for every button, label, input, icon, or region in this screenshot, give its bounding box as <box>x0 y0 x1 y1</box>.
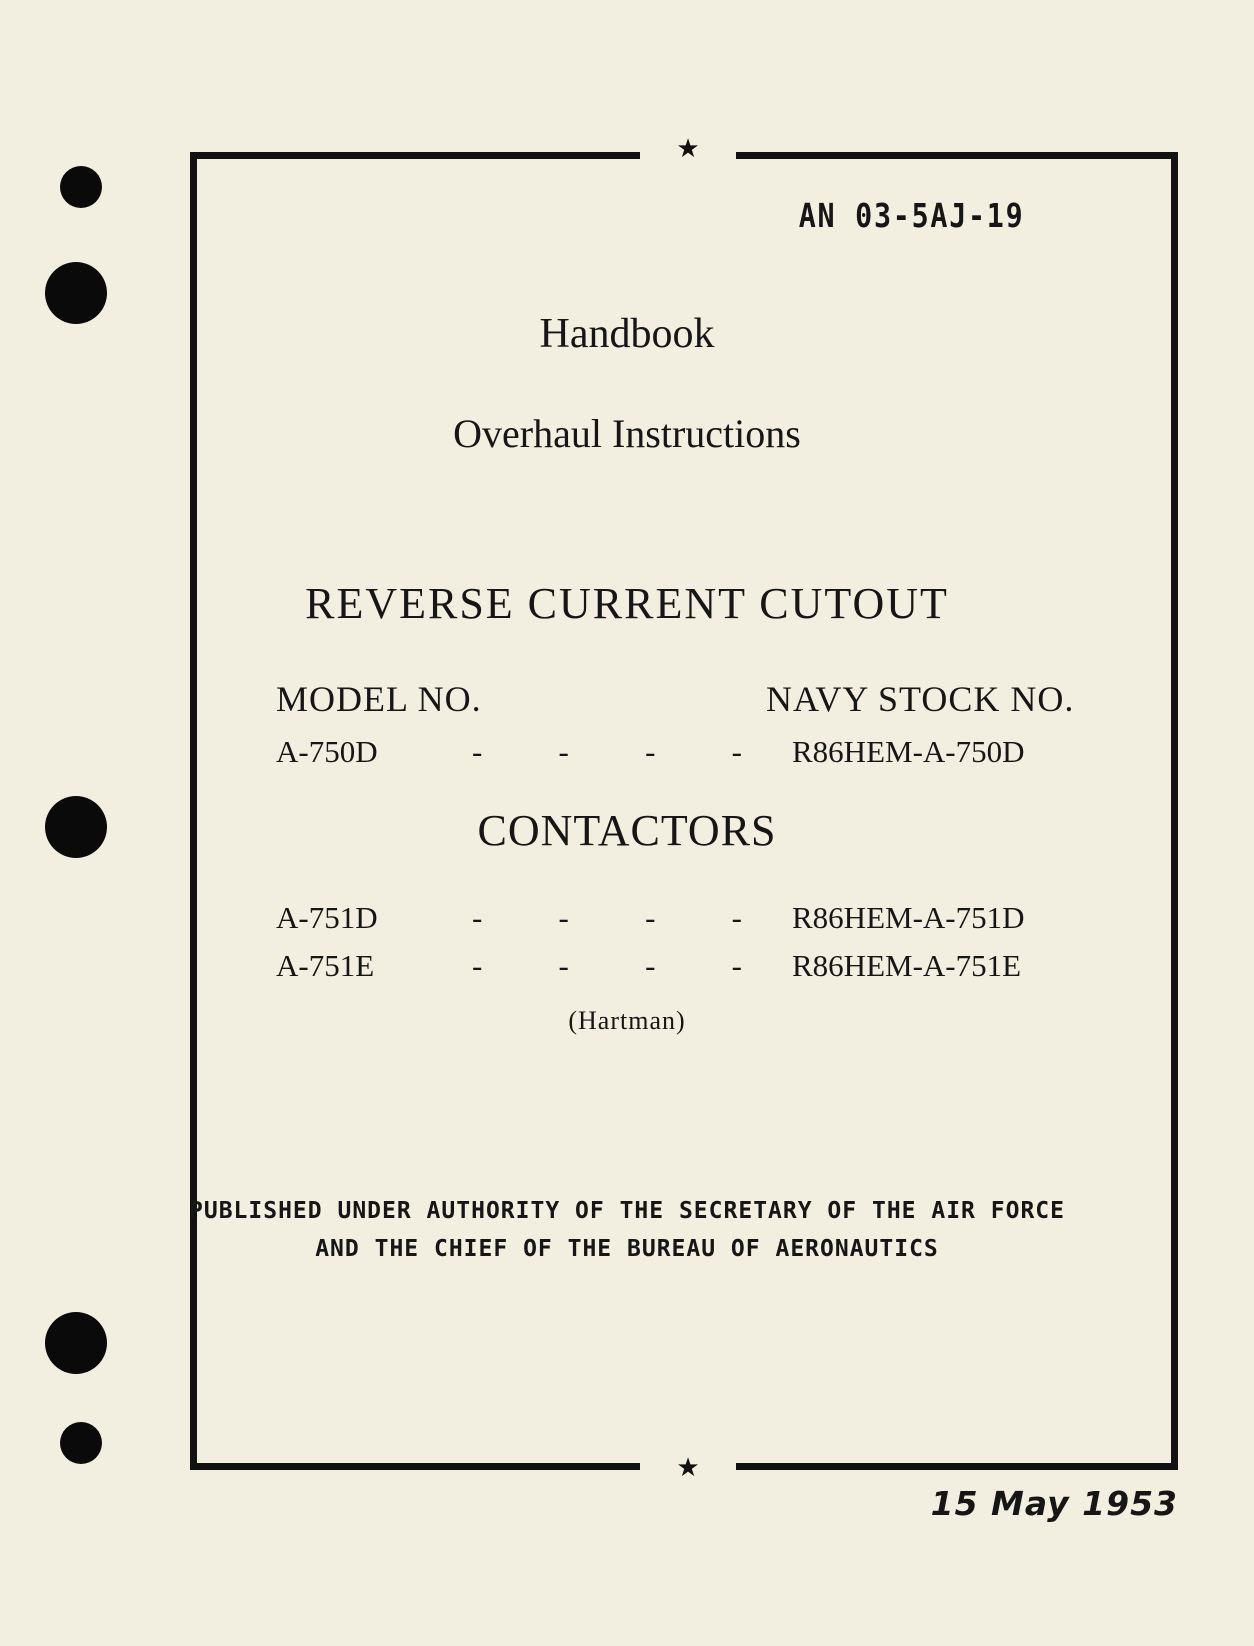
authority-statement: AND THE CHIEF OF THE BUREAU OF AERONAUTICS <box>315 1236 939 1262</box>
leader-dashes: - - - - <box>472 900 742 935</box>
stock-number: R86HEM-A-750D <box>792 734 1025 769</box>
section-heading: CONTACTORS <box>477 806 777 855</box>
leader-dashes: - - - - <box>472 948 742 983</box>
table-row <box>276 900 1096 940</box>
stock-number: R86HEM-A-751D <box>792 900 1025 935</box>
publication-date: 15 May 1953 <box>930 1484 1178 1523</box>
page-title: Handbook <box>539 311 715 357</box>
manufacturer: (Hartman) <box>568 1006 686 1035</box>
model-number: A-750D <box>276 734 378 769</box>
model-header: MODEL NO. <box>276 679 482 719</box>
page-subtitle: Overhaul Instructions <box>453 411 801 456</box>
table-row <box>276 948 1096 988</box>
binder-hole <box>60 1422 102 1464</box>
product-name: REVERSE CURRENT CUTOUT <box>305 579 949 628</box>
document-number: AN 03-5AJ-19 <box>798 196 1024 235</box>
star-icon: ★ <box>640 137 736 161</box>
leader-dashes: - - - - <box>472 734 742 769</box>
model-number: A-751D <box>276 900 378 935</box>
binder-hole <box>45 1312 107 1374</box>
model-number: A-751E <box>276 948 375 983</box>
table-row <box>276 734 1096 774</box>
star-icon: ★ <box>640 1456 736 1480</box>
stock-number: R86HEM-A-751E <box>792 948 1022 983</box>
stock-header: NAVY STOCK NO. <box>766 679 1075 719</box>
authority-statement: PUBLISHED UNDER AUTHORITY OF THE SECRETARY OF THE AIR FORCE <box>189 1198 1065 1224</box>
binder-hole <box>60 166 102 208</box>
